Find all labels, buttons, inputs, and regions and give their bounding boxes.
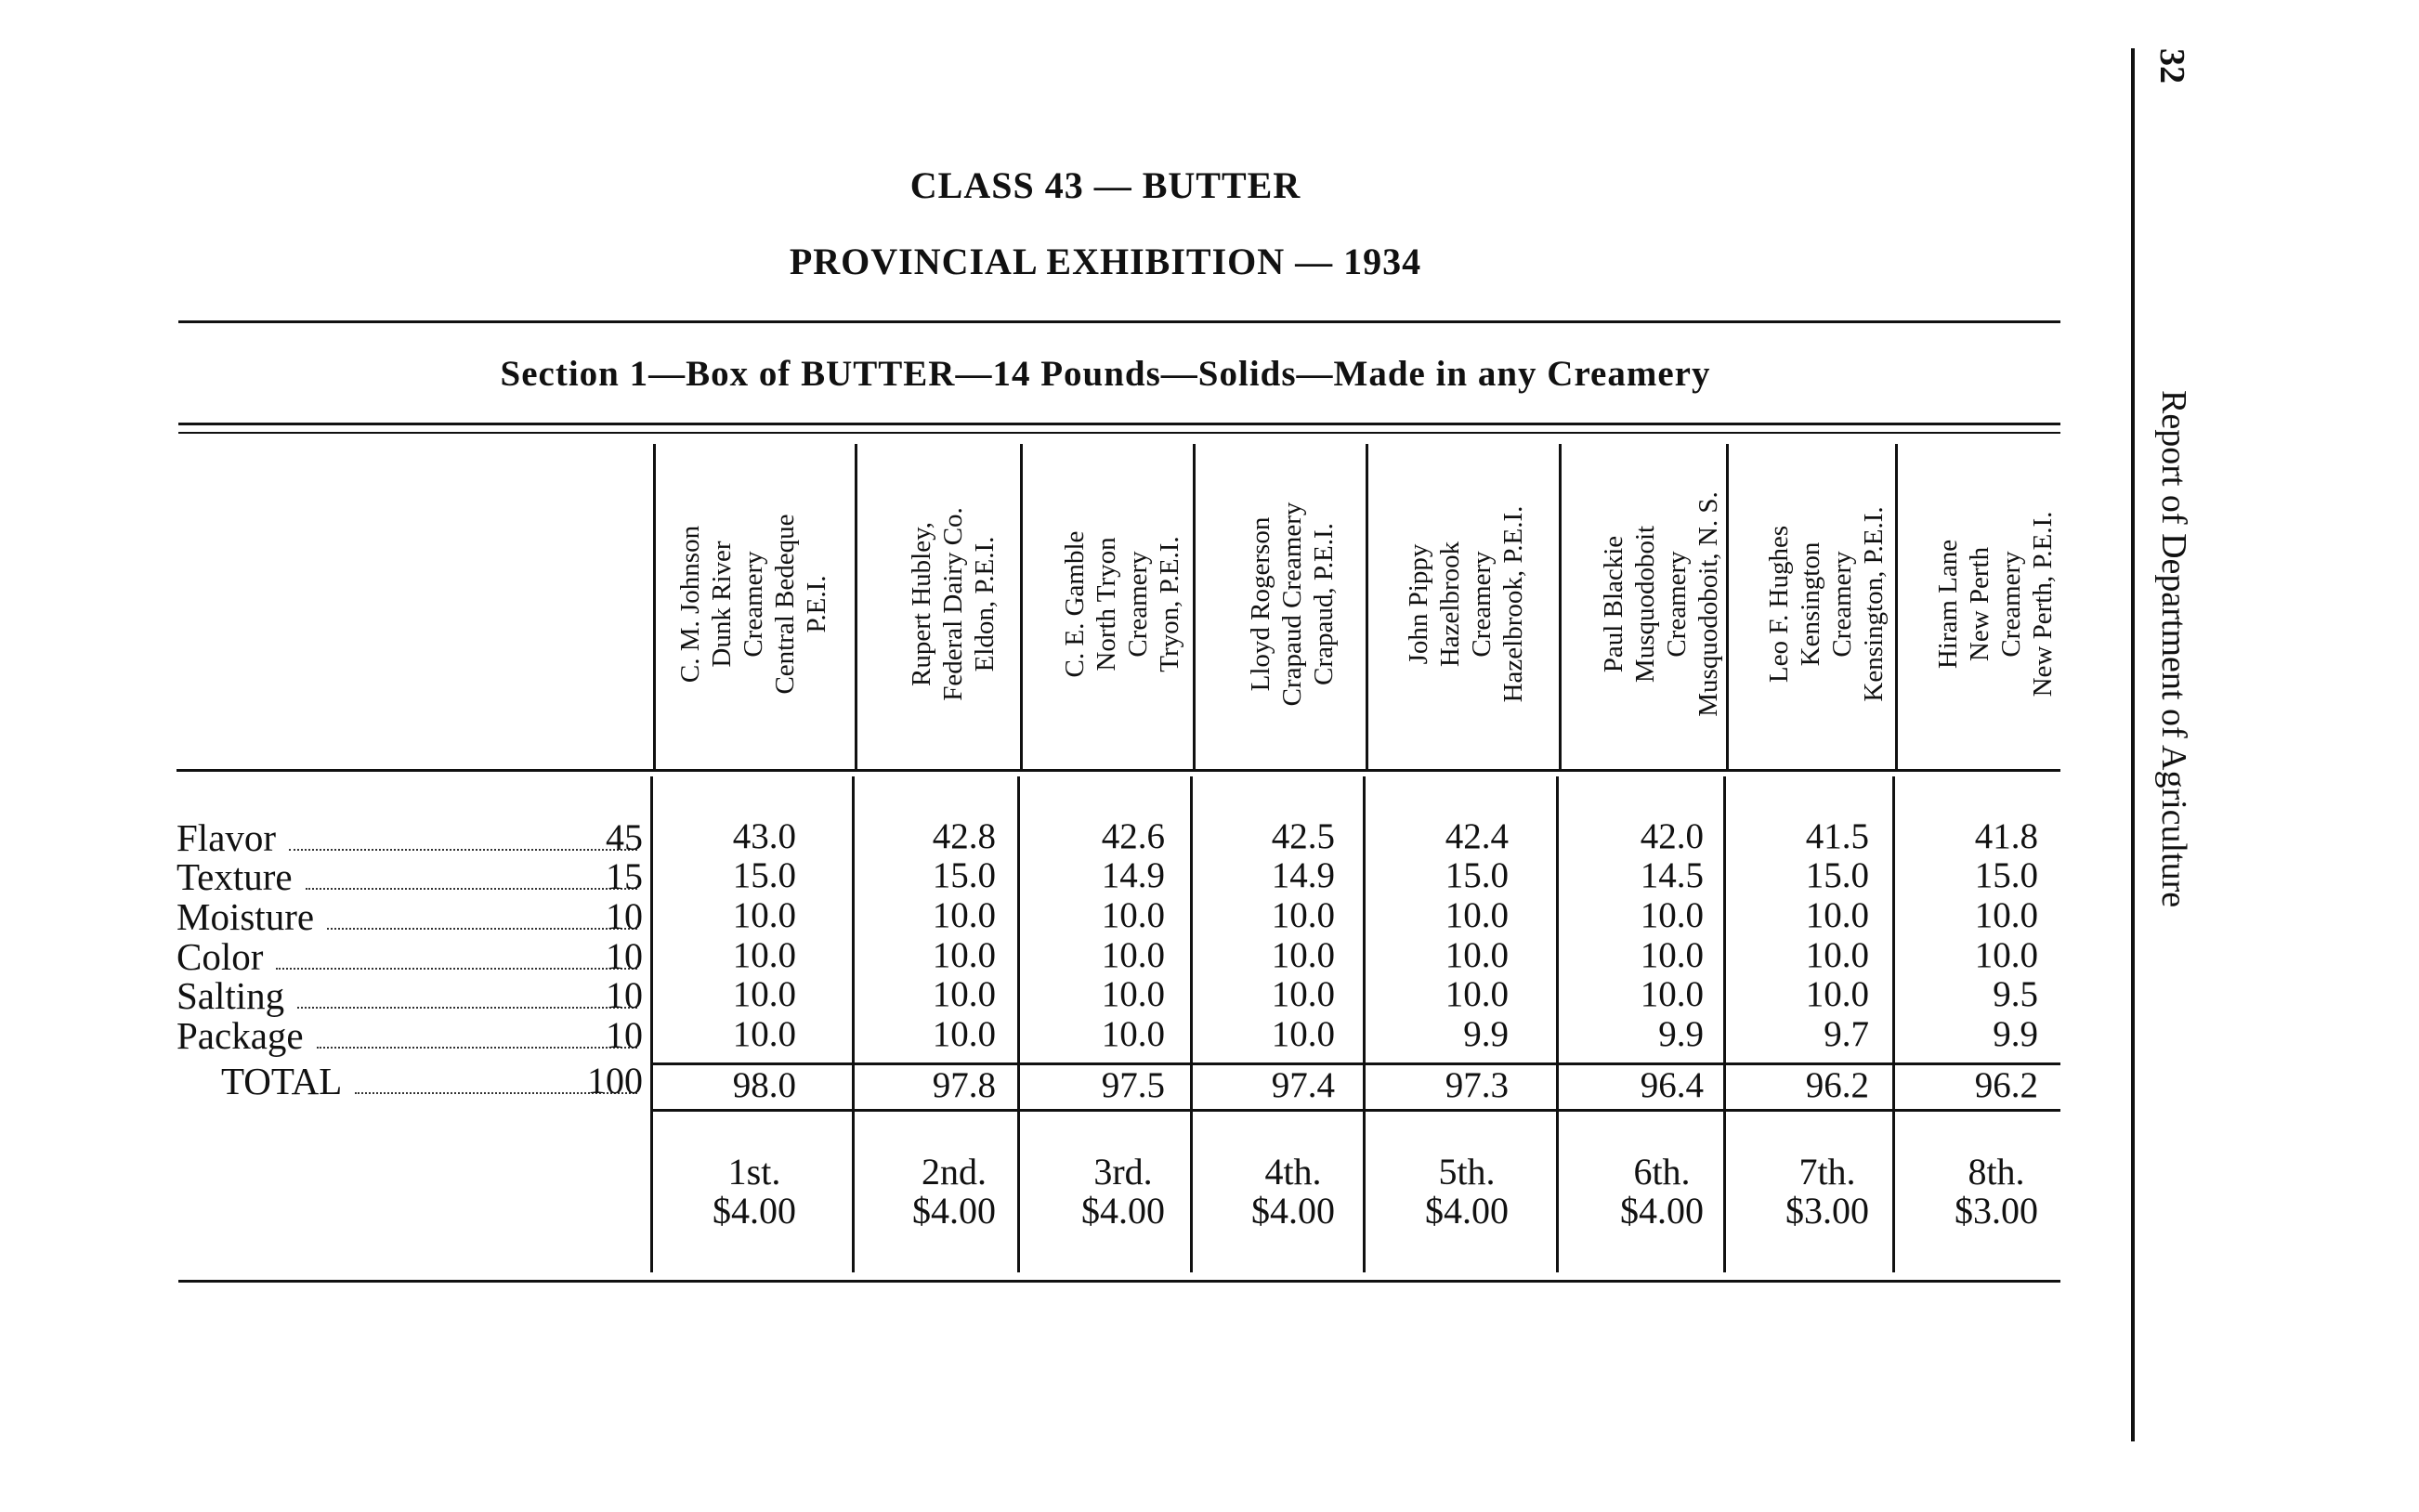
entrant-name-line: Musquodoboit	[1630, 525, 1660, 684]
column-divider	[653, 444, 656, 769]
placing-rank: 7th.	[1798, 1151, 1856, 1193]
entrant-name-line: Kensington	[1796, 541, 1825, 667]
entrant-name-line: Crapaud Creamery	[1277, 502, 1307, 707]
score-cell: 10.0	[1271, 895, 1335, 935]
score-cell: 10.0	[1805, 974, 1869, 1014]
criterion-label: Color	[177, 935, 264, 978]
placing-prize: $4.00	[1251, 1190, 1335, 1232]
score-cell: 10.0	[1271, 935, 1335, 975]
entrant-name-line: Hazelbrook	[1435, 541, 1465, 668]
total-label: TOTAL	[221, 1060, 343, 1102]
entrant-name-line: Lloyd Rogerson	[1246, 516, 1275, 692]
score-cell: 14.5	[1640, 855, 1704, 895]
score-cell: 10.0	[732, 1014, 796, 1054]
entrant-name-block	[860, 444, 1046, 764]
column-divider	[1193, 444, 1196, 769]
entrant-header	[1199, 444, 1385, 764]
placing-prize: $4.00	[1620, 1190, 1704, 1232]
criterion-label: Moisture	[177, 895, 315, 938]
score-cell: 9.7	[1824, 1014, 1869, 1054]
score-cell: 96.4	[1640, 1065, 1704, 1105]
entrant-name-line: Leo F. Hughes	[1764, 525, 1794, 684]
score-cell: 14.9	[1101, 855, 1165, 895]
entrant-header	[860, 444, 1046, 764]
score-cell: 10.0	[1101, 935, 1165, 975]
page-subtitle: PROVINCIAL EXHIBITION — 1934	[789, 241, 1422, 282]
entrant-name-line: P.E.I.	[802, 575, 831, 633]
score-cell: 98.0	[732, 1065, 796, 1105]
criterion-max: 15	[606, 855, 643, 897]
column-divider	[1723, 776, 1726, 1272]
entrant-name-block	[1029, 444, 1215, 764]
column-divider	[1366, 444, 1368, 769]
criterion-label: Texture	[177, 855, 293, 898]
entrant-name-line: Hiram Lane	[1933, 539, 1963, 670]
score-cell: 10.0	[932, 974, 996, 1014]
score-cell: 10.0	[732, 935, 796, 975]
score-cell: 15.0	[732, 855, 796, 895]
entrant-name-block	[1733, 444, 1919, 764]
score-cell: 10.0	[932, 895, 996, 935]
score-cell: 10.0	[1974, 895, 2038, 935]
placing-prize: $3.00	[1785, 1190, 1869, 1232]
column-divider	[855, 444, 857, 769]
score-cell: 43.0	[732, 816, 796, 856]
bottom-rule	[178, 1280, 2060, 1283]
score-cell: 97.8	[932, 1065, 996, 1105]
placing-prize: $4.00	[713, 1190, 796, 1232]
criterion-max: 10	[606, 935, 643, 977]
entrant-name-line: New Perth, P.E.I.	[2028, 511, 2058, 697]
entrant-name-block	[1903, 444, 2088, 764]
column-divider	[1559, 444, 1562, 769]
placing-rank: 3rd.	[1093, 1151, 1153, 1193]
score-cell: 9.5	[1993, 974, 2038, 1014]
double-rule-2	[178, 432, 2060, 434]
entrant-name-line: C. E. Gamble	[1060, 530, 1090, 678]
entrant-name-line: Musquodoboit, N. S.	[1693, 491, 1723, 717]
column-divider	[1895, 444, 1898, 769]
placing-prize: $4.00	[912, 1190, 996, 1232]
score-cell: 10.0	[932, 935, 996, 975]
score-cell: 14.9	[1271, 855, 1335, 895]
score-cell: 10.0	[1805, 935, 1869, 975]
entrant-header	[1373, 444, 1559, 764]
score-cell: 10.0	[1271, 974, 1335, 1014]
score-cell: 10.0	[1101, 974, 1165, 1014]
entrant-name-line: Eldon, P.E.I.	[970, 536, 1000, 672]
entrant-name-line: C. M. Johnson	[675, 525, 705, 684]
page-title: CLASS 43 — BUTTER	[909, 164, 1301, 206]
double-rule-1	[178, 423, 2060, 425]
entrant-name-line: Creamery	[1123, 551, 1153, 658]
score-cell: 97.5	[1101, 1065, 1165, 1105]
placing-prize: $4.00	[1425, 1190, 1509, 1232]
score-cell: 10.0	[1640, 935, 1704, 975]
score-cell: 9.9	[1463, 1014, 1509, 1054]
score-cell: 10.0	[1445, 974, 1509, 1014]
score-cell: 10.0	[1640, 895, 1704, 935]
score-cell: 10.0	[1101, 1014, 1165, 1054]
score-cell: 10.0	[1101, 895, 1165, 935]
placing-rank: 8th.	[1968, 1151, 2025, 1193]
score-cell: 96.2	[1805, 1065, 1869, 1105]
column-divider	[1556, 776, 1559, 1272]
total-top-rule	[650, 1062, 2060, 1065]
entrant-header	[1733, 444, 1919, 764]
score-cell: 9.9	[1993, 1014, 2038, 1054]
score-cell: 97.3	[1445, 1065, 1509, 1105]
section-heading: Section 1—Box of BUTTER—14 Pounds—Solids—Made in any Creamery	[500, 354, 1711, 394]
score-cell: 10.0	[932, 1014, 996, 1054]
column-divider	[650, 776, 653, 1272]
entrant-name-line: Dunk River	[707, 541, 737, 668]
score-cell: 15.0	[1445, 855, 1509, 895]
entrant-header	[1903, 444, 2088, 764]
running-head: Report of Department of Agriculture	[2154, 390, 2193, 908]
column-divider	[1726, 444, 1729, 769]
entrant-name-block	[1199, 444, 1385, 764]
score-cell: 15.0	[932, 855, 996, 895]
entrant-name-line: Crapaud, P.E.I.	[1309, 523, 1339, 685]
criterion-label: Package	[177, 1014, 304, 1057]
placing-rank: 5th.	[1438, 1151, 1496, 1193]
criterion-label: Flavor	[177, 816, 277, 859]
total-bottom-rule	[650, 1109, 2060, 1112]
column-divider	[1892, 776, 1895, 1272]
score-cell: 15.0	[1805, 855, 1869, 895]
entrant-header	[660, 444, 846, 764]
criterion-max: 10	[606, 974, 643, 1016]
entrant-name-block	[660, 444, 846, 764]
criterion-label: Salting	[177, 974, 285, 1017]
placing-rank: 6th.	[1633, 1151, 1691, 1193]
header-bottom-rule	[177, 769, 2060, 772]
score-cell: 10.0	[1445, 935, 1509, 975]
score-cell: 42.5	[1271, 816, 1335, 856]
score-cell: 10.0	[1271, 1014, 1335, 1054]
top-rule	[178, 320, 2060, 323]
criterion-max: 45	[606, 816, 643, 858]
score-cell: 42.0	[1640, 816, 1704, 856]
entrant-name-line: Federal Dairy Co.	[938, 507, 968, 701]
entrant-name-line: Kensington, P.E.I.	[1859, 506, 1889, 702]
entrant-name-line: Creamery	[1827, 551, 1857, 658]
placing-rank: 1st.	[727, 1151, 781, 1193]
placing-rank: 4th.	[1264, 1151, 1322, 1193]
score-cell: 10.0	[732, 974, 796, 1014]
entrant-name-line: Paul Blackie	[1599, 535, 1628, 673]
score-cell: 10.0	[1640, 974, 1704, 1014]
entrant-name-line: New Perth	[1965, 546, 1994, 662]
score-cell: 15.0	[1974, 855, 2038, 895]
placing-prize: $3.00	[1955, 1190, 2038, 1232]
column-divider	[1190, 776, 1193, 1272]
entrant-name-line: Hazelbrook, P.E.I.	[1498, 505, 1528, 703]
placing-prize: $4.00	[1081, 1190, 1165, 1232]
score-cell: 42.8	[932, 816, 996, 856]
score-cell: 10.0	[1445, 895, 1509, 935]
criterion-max: 10	[606, 1014, 643, 1056]
entrant-name-line: John Pippy	[1404, 543, 1433, 665]
score-cell: 41.5	[1805, 816, 1869, 856]
column-divider	[1020, 444, 1023, 769]
entrant-name-line: Tryon, P.E.I.	[1155, 536, 1184, 672]
score-cell: 42.6	[1101, 816, 1165, 856]
entrant-name-line: Rupert Hubley,	[907, 522, 936, 686]
column-divider	[852, 776, 855, 1272]
column-divider	[1363, 776, 1366, 1272]
entrant-header	[1029, 444, 1215, 764]
score-cell: 97.4	[1271, 1065, 1335, 1105]
placing-rank: 2nd.	[922, 1151, 987, 1193]
score-cell: 96.2	[1974, 1065, 2038, 1105]
entrant-name-line: Creamery	[1996, 551, 2026, 658]
entrant-name-line: Creamery	[1467, 551, 1497, 658]
score-cell: 41.8	[1974, 816, 2038, 856]
score-cell: 10.0	[1974, 935, 2038, 975]
entrant-name-line: Central Bedeque	[770, 514, 800, 695]
score-cell: 10.0	[1805, 895, 1869, 935]
score-cell: 10.0	[732, 895, 796, 935]
column-divider	[1017, 776, 1020, 1272]
criterion-max: 10	[606, 895, 643, 937]
score-cell: 42.4	[1445, 816, 1509, 856]
entrant-name-block	[1373, 444, 1559, 764]
total-max: 100	[587, 1060, 643, 1101]
score-cell: 9.9	[1658, 1014, 1704, 1054]
entrant-name-line: Creamery	[1662, 551, 1692, 658]
entrant-name-line: Creamery	[739, 551, 768, 658]
entrant-name-line: North Tryon	[1092, 537, 1121, 671]
page-number: 32	[2152, 48, 2191, 84]
